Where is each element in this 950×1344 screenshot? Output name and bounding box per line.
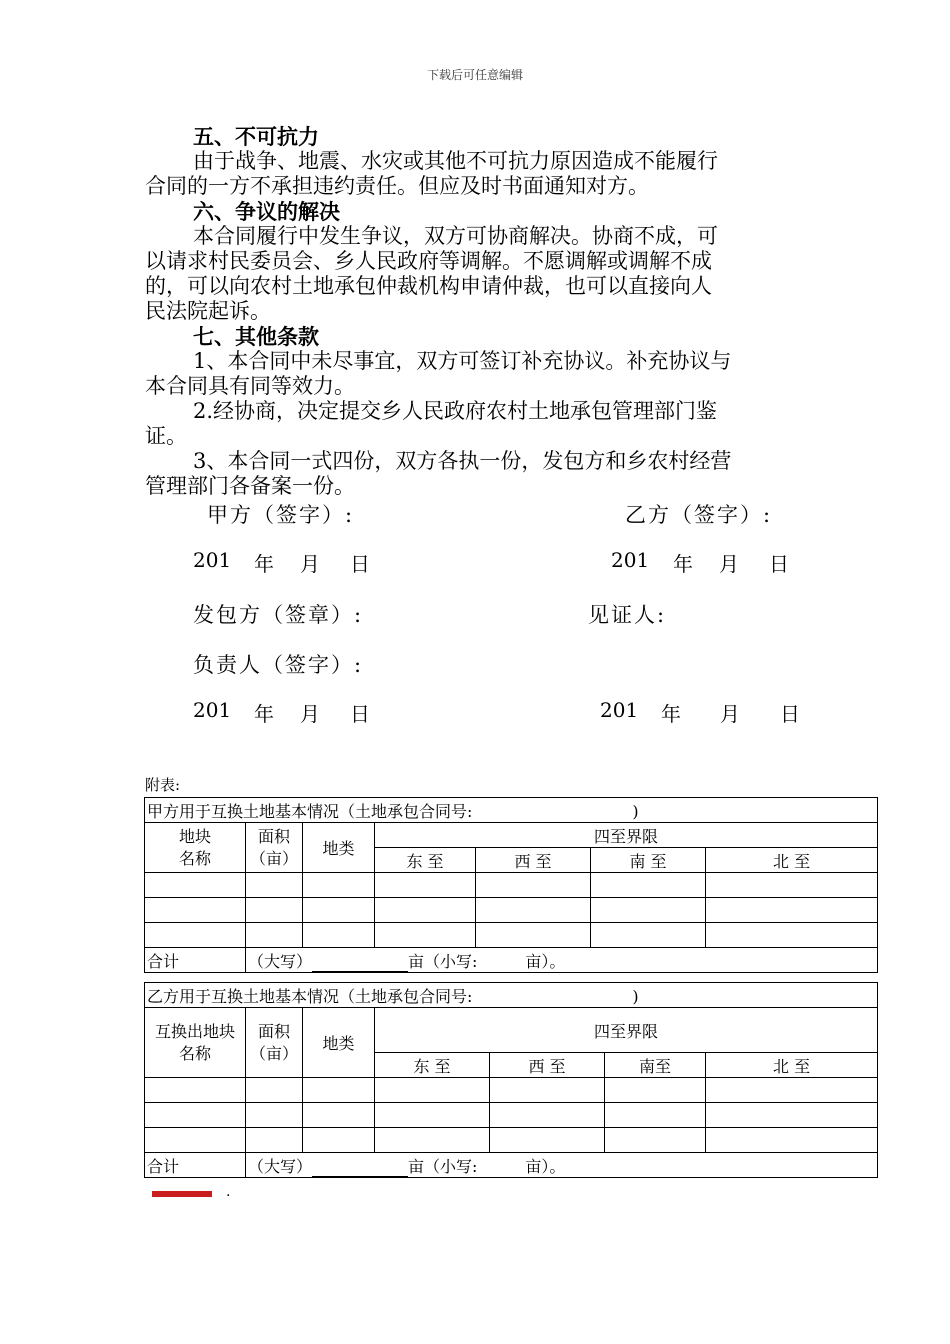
total-end-label: 亩）。 xyxy=(525,1156,566,1176)
footer-dot: . xyxy=(226,1184,231,1200)
header-plot-name-line1: 地块 xyxy=(178,826,211,846)
header-south: 南至 xyxy=(605,1053,706,1078)
table-row xyxy=(145,898,878,923)
header-north: 北 至 xyxy=(706,1053,878,1078)
total-mid-label: 亩（小写: xyxy=(408,1156,478,1176)
header-plot-name xyxy=(145,1008,246,1078)
header-plot-name-line2: 名称 xyxy=(178,1043,211,1063)
cell[interactable] xyxy=(375,1128,490,1153)
cell[interactable] xyxy=(375,873,476,898)
cell[interactable] xyxy=(303,1128,375,1153)
section-heading-dispute: 六、争议的解决 xyxy=(193,199,340,224)
total-big-label: （大写） xyxy=(248,951,313,971)
cell[interactable] xyxy=(145,923,246,948)
paragraph-line: 民法院起诉。 xyxy=(145,299,271,323)
cell[interactable] xyxy=(303,1078,375,1103)
total-row xyxy=(246,1153,878,1178)
cell[interactable] xyxy=(605,1128,706,1153)
paragraph-line: 管理部门各备案一份。 xyxy=(145,474,355,498)
cell[interactable] xyxy=(706,923,878,948)
cell[interactable] xyxy=(706,1128,878,1153)
cell[interactable] xyxy=(145,1103,246,1128)
date-month-unit: 月 xyxy=(719,552,739,576)
table-title xyxy=(145,798,878,823)
total-big-blank[interactable] xyxy=(312,955,408,972)
responsible-signature-label: 负责人（签字）: xyxy=(193,653,364,677)
cell[interactable] xyxy=(490,1103,605,1128)
header-area xyxy=(246,1008,303,1078)
total-big-blank[interactable] xyxy=(312,1160,408,1177)
date-year: 201 xyxy=(193,698,232,722)
issuer-seal-label: 发包方（签章）: xyxy=(193,603,364,627)
cell[interactable] xyxy=(145,1128,246,1153)
total-row xyxy=(246,948,878,973)
cell[interactable] xyxy=(375,1078,490,1103)
paragraph-line: 1、本合同中未尽事宜，双方可签订补充协议。补充协议与 xyxy=(193,349,732,373)
cell[interactable] xyxy=(706,898,878,923)
header-area-line2: （亩） xyxy=(249,1043,298,1063)
paragraph-line: 合同的一方不承担违约责任。但应及时书面通知对方。 xyxy=(145,174,649,198)
cell[interactable] xyxy=(605,1078,706,1103)
cell[interactable] xyxy=(706,873,878,898)
header-west: 西 至 xyxy=(476,848,591,873)
cell[interactable] xyxy=(591,873,706,898)
party-a-land-table xyxy=(144,797,878,973)
cell[interactable] xyxy=(303,1103,375,1128)
paragraph-line: 证。 xyxy=(145,424,187,448)
party-b-signature-label: 乙方（签字）: xyxy=(625,503,773,527)
cell[interactable] xyxy=(591,923,706,948)
cell[interactable] xyxy=(246,1078,303,1103)
cell[interactable] xyxy=(246,1103,303,1128)
cell[interactable] xyxy=(375,1103,490,1128)
party-b-land-table xyxy=(144,982,878,1178)
total-label: 合计 xyxy=(145,1153,246,1178)
date-year-unit: 年 xyxy=(673,552,693,576)
table-row xyxy=(145,1078,878,1103)
cell[interactable] xyxy=(375,898,476,923)
header-land-type: 地类 xyxy=(303,1008,375,1078)
cell[interactable] xyxy=(303,898,375,923)
date-day-unit: 日 xyxy=(350,552,370,576)
cell[interactable] xyxy=(145,1078,246,1103)
header-plot-name-line1: 互换出地块 xyxy=(154,1021,235,1041)
cell[interactable] xyxy=(303,923,375,948)
date-day-unit: 日 xyxy=(769,552,789,576)
cell[interactable] xyxy=(303,873,375,898)
cell[interactable] xyxy=(476,898,591,923)
cell[interactable] xyxy=(490,1078,605,1103)
date-year: 201 xyxy=(193,548,232,572)
table-title-close: ) xyxy=(632,801,639,821)
cell[interactable] xyxy=(706,1103,878,1128)
date-month-unit: 月 xyxy=(720,702,740,726)
table-row xyxy=(145,1128,878,1153)
header-east: 东 至 xyxy=(375,848,476,873)
cell[interactable] xyxy=(246,1128,303,1153)
paragraph-line: 的，可以向农村土地承包仲裁机构申请仲裁，也可以直接向人 xyxy=(145,274,712,298)
paragraph-line: 以请求村民委员会、乡人民政府等调解。不愿调解或调解不成 xyxy=(145,249,712,273)
header-area-line2: （亩） xyxy=(249,848,298,868)
date-year: 201 xyxy=(600,698,639,722)
section-heading-other: 七、其他条款 xyxy=(193,324,319,349)
date-month-unit: 月 xyxy=(300,552,320,576)
date-month-unit: 月 xyxy=(300,702,320,726)
header-plot-name xyxy=(145,823,246,873)
cell[interactable] xyxy=(145,898,246,923)
header-area-line1: 面积 xyxy=(257,1021,290,1041)
header-area xyxy=(246,823,303,873)
attachment-label: 附表: xyxy=(145,776,181,794)
section-heading-force-majeure: 五、不可抗力 xyxy=(193,124,319,149)
cell[interactable] xyxy=(246,923,303,948)
witness-label: 见证人: xyxy=(588,603,667,627)
table-row xyxy=(145,1103,878,1128)
total-mid-label: 亩（小写: xyxy=(408,951,478,971)
paragraph-line: 2.经协商，决定提交乡人民政府农村土地承包管理部门鉴 xyxy=(193,399,718,423)
table-title xyxy=(145,983,878,1008)
header-east: 东 至 xyxy=(375,1053,490,1078)
header-north: 北 至 xyxy=(706,848,878,873)
cell[interactable] xyxy=(591,898,706,923)
party-a-signature-label: 甲方（签字）: xyxy=(207,503,355,527)
table-title-text: 甲方用于互换土地基本情况（土地承包合同号: xyxy=(147,801,473,821)
cell[interactable] xyxy=(490,1128,605,1153)
cell[interactable] xyxy=(476,873,591,898)
date-year-unit: 年 xyxy=(661,702,681,726)
red-marker-bar xyxy=(152,1191,212,1197)
table-title-close: ) xyxy=(632,986,639,1006)
paragraph-line: 本合同具有同等效力。 xyxy=(145,374,355,398)
table-title-text: 乙方用于互换土地基本情况（土地承包合同号: xyxy=(147,986,473,1006)
header-plot-name-line2: 名称 xyxy=(178,848,211,868)
cell[interactable] xyxy=(476,923,591,948)
table-row xyxy=(145,873,878,898)
header-boundary: 四至界限 xyxy=(375,823,878,848)
paragraph-line: 3、本合同一式四份，双方各执一份，发包方和乡农村经营 xyxy=(193,449,732,473)
header-west: 西 至 xyxy=(490,1053,605,1078)
paragraph-line: 本合同履行中发生争议，双方可协商解决。协商不成，可 xyxy=(193,224,718,248)
cell[interactable] xyxy=(145,873,246,898)
date-day-unit: 日 xyxy=(780,702,800,726)
header-boundary: 四至界限 xyxy=(375,1008,878,1053)
cell[interactable] xyxy=(246,873,303,898)
cell[interactable] xyxy=(246,898,303,923)
date-day-unit: 日 xyxy=(350,702,370,726)
page-header: 下载后可任意编辑 xyxy=(426,68,523,82)
cell[interactable] xyxy=(706,1078,878,1103)
date-year-unit: 年 xyxy=(254,702,274,726)
cell[interactable] xyxy=(605,1103,706,1128)
header-south: 南 至 xyxy=(591,848,706,873)
paragraph-line: 由于战争、地震、水灾或其他不可抗力原因造成不能履行 xyxy=(193,149,718,173)
cell[interactable] xyxy=(375,923,476,948)
total-big-label: （大写） xyxy=(248,1156,313,1176)
header-land-type: 地类 xyxy=(303,823,375,873)
date-year-unit: 年 xyxy=(254,552,274,576)
date-year: 201 xyxy=(611,548,650,572)
table-row xyxy=(145,923,878,948)
header-area-line1: 面积 xyxy=(257,826,290,846)
total-label: 合计 xyxy=(145,948,246,973)
total-end-label: 亩）。 xyxy=(525,951,566,971)
